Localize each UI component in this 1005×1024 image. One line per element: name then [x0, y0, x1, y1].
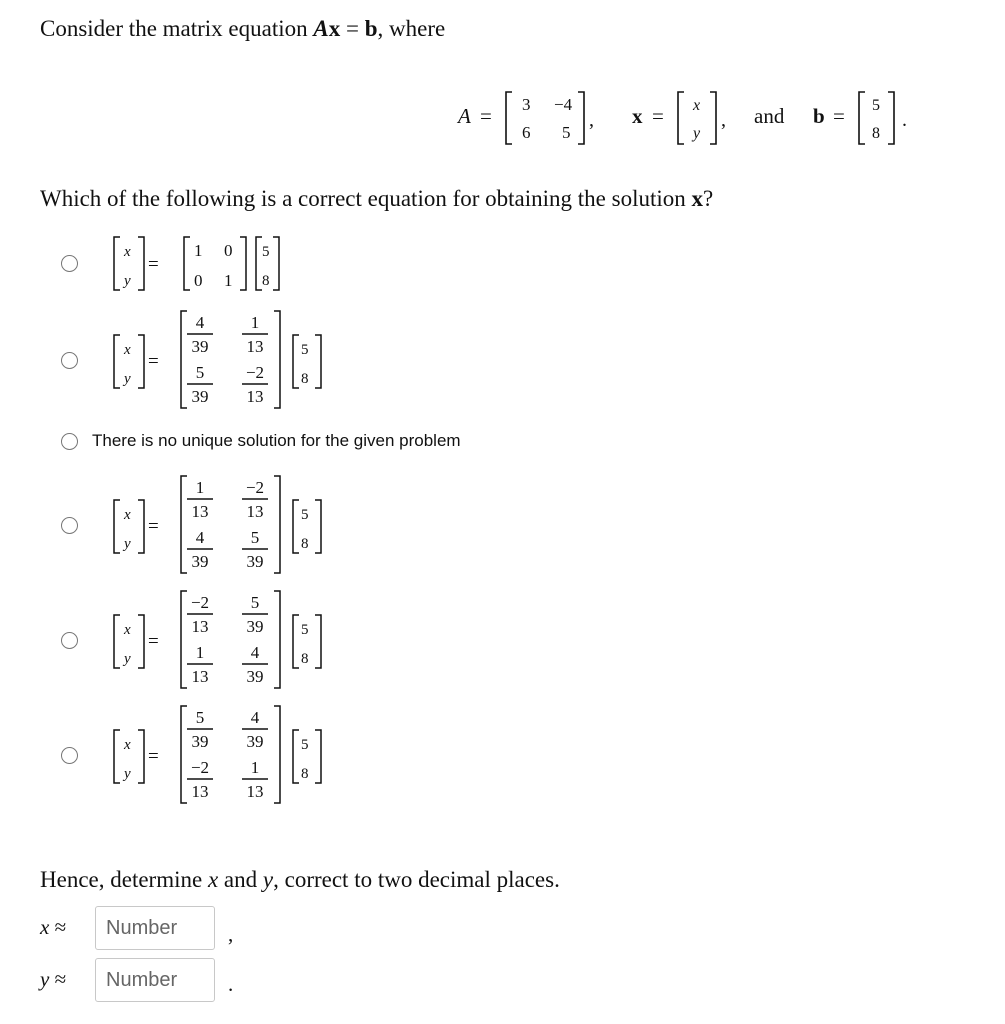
frac-num: 4 — [195, 313, 205, 332]
x-approx-label — [40, 915, 66, 940]
approx-symbol: ≈ — [54, 967, 67, 991]
frac-den: 13 — [191, 782, 209, 801]
rhs-left-bracket — [293, 615, 299, 668]
matrix-left-bracket — [181, 311, 187, 408]
rhs-cell: 8 — [262, 273, 270, 289]
answer-prompt-and: and — [223, 867, 258, 892]
rhs-left-bracket — [293, 335, 299, 388]
def-x-left-bracket — [678, 92, 684, 144]
intro-where: , where — [377, 16, 446, 41]
lhs-right-bracket — [138, 500, 144, 553]
y-label: y — [40, 967, 50, 991]
frac-den: 39 — [246, 732, 264, 751]
intro-vector-b: b — [364, 16, 378, 41]
def-b-cell: 8 — [872, 125, 880, 142]
rhs-cell: 5 — [262, 244, 270, 260]
def-b-left-bracket — [859, 92, 865, 144]
lhs-cell: y — [124, 651, 131, 667]
lhs-right-bracket — [138, 237, 144, 290]
rhs-cell: 8 — [301, 371, 309, 387]
frac-den: 13 — [246, 387, 264, 406]
frac-num: 5 — [195, 363, 205, 382]
frac-num: 1 — [195, 643, 205, 662]
def-A-right-bracket — [578, 92, 584, 144]
matrix-left-bracket — [181, 706, 187, 803]
def-comma: , — [589, 109, 594, 131]
lhs-left-bracket — [114, 615, 120, 668]
option-4-radio[interactable] — [61, 517, 78, 534]
frac-num: −2 — [190, 593, 210, 612]
rhs-left-bracket — [293, 730, 299, 783]
rhs-cell: 5 — [301, 737, 309, 753]
frac-num: 4 — [195, 528, 205, 547]
rhs-cell: 5 — [301, 507, 309, 523]
option-6-radio[interactable] — [61, 747, 78, 764]
lhs-left-bracket — [114, 730, 120, 783]
option-3-label[interactable]: There is no unique solution for the given problem — [92, 431, 461, 450]
equals-sign: = — [148, 516, 159, 537]
option-1-radio[interactable] — [61, 255, 78, 272]
frac-den: 13 — [246, 502, 264, 521]
y-trailing-period: . — [228, 972, 234, 996]
rhs-cell: 8 — [301, 536, 309, 552]
rhs-cell: 8 — [301, 651, 309, 667]
lhs-left-bracket — [114, 237, 120, 290]
frac-num: 5 — [250, 593, 260, 612]
rhs-right-bracket — [315, 500, 321, 553]
option-6-equation[interactable] — [90, 703, 350, 808]
frac-den: 39 — [191, 387, 209, 406]
option-4-equation[interactable] — [90, 473, 350, 578]
prompt-question-mark: ? — [703, 186, 714, 211]
frac-num: −2 — [190, 758, 210, 777]
option-5-radio[interactable] — [61, 632, 78, 649]
lhs-cell: x — [124, 244, 131, 260]
lhs-cell: x — [124, 737, 131, 753]
matrix-left-bracket — [181, 476, 187, 573]
lhs-cell: y — [124, 371, 131, 387]
y-approx-label — [40, 967, 66, 992]
prompt-vector-x: x — [691, 186, 704, 211]
approx-symbol: ≈ — [54, 915, 67, 939]
y-answer-input[interactable] — [95, 958, 215, 1002]
frac-num: 1 — [250, 758, 260, 777]
equals-sign: = — [148, 254, 159, 275]
matrix-right-bracket — [274, 706, 280, 803]
equals-sign: = — [148, 746, 159, 767]
frac-den: 39 — [246, 667, 264, 686]
frac-den: 39 — [191, 732, 209, 751]
frac-den: 39 — [191, 552, 209, 571]
def-A-left-bracket — [506, 92, 512, 144]
def-A-cell: −4 — [554, 95, 573, 114]
frac-num: 1 — [250, 313, 260, 332]
rhs-cell: 5 — [301, 342, 309, 358]
option-3-radio[interactable] — [61, 433, 78, 450]
def-x-label: x — [632, 104, 643, 128]
def-A-cell: 5 — [562, 123, 571, 142]
answer-prompt-tail: , correct to two decimal places. — [273, 867, 560, 892]
def-x-right-bracket — [710, 92, 716, 144]
def-A-label: A — [458, 104, 471, 128]
matrix-definitions — [450, 88, 930, 148]
question-prompt — [40, 186, 713, 212]
matrix-cell: 0 — [194, 271, 203, 290]
matrix-right-bracket — [240, 237, 246, 290]
answer-prompt — [40, 867, 560, 893]
frac-den: 39 — [246, 617, 264, 636]
matrix-right-bracket — [274, 311, 280, 408]
def-b-right-bracket — [888, 92, 894, 144]
rhs-right-bracket — [315, 335, 321, 388]
answer-prompt-y: y — [262, 867, 274, 892]
matrix-cell: 1 — [194, 241, 203, 260]
def-x-cell: x — [693, 97, 701, 114]
lhs-cell: y — [124, 766, 131, 782]
frac-num: −2 — [245, 478, 265, 497]
matrix-cell: 0 — [224, 241, 233, 260]
lhs-cell: y — [124, 273, 131, 289]
frac-den: 13 — [191, 617, 209, 636]
intro-vector-x: x — [328, 16, 341, 41]
frac-num: 5 — [195, 708, 205, 727]
rhs-cell: 8 — [301, 766, 309, 782]
def-A-cell: 6 — [522, 123, 531, 142]
def-x-equals: = — [652, 104, 664, 128]
rhs-cell: 5 — [301, 622, 309, 638]
lhs-left-bracket — [114, 335, 120, 388]
option-2-radio[interactable] — [61, 352, 78, 369]
answer-prompt-x: x — [207, 867, 219, 892]
frac-num: 5 — [250, 528, 260, 547]
frac-den: 39 — [246, 552, 264, 571]
frac-den: 13 — [246, 782, 264, 801]
def-A-cell: 3 — [522, 95, 531, 114]
x-trailing-comma: , — [228, 922, 234, 946]
option-1-equation[interactable] — [90, 234, 290, 294]
frac-den: 13 — [191, 502, 209, 521]
def-b-label: b — [813, 104, 825, 128]
frac-num: 4 — [250, 643, 260, 662]
lhs-left-bracket — [114, 500, 120, 553]
x-label: x — [40, 915, 50, 939]
def-x-cell: y — [693, 125, 701, 142]
option-2-equation[interactable] — [90, 308, 350, 413]
matrix-right-bracket — [274, 591, 280, 688]
question-intro — [40, 16, 445, 42]
intro-matrix-A: A — [313, 16, 329, 41]
matrix-cell: 1 — [224, 271, 233, 290]
frac-den: 39 — [191, 337, 209, 356]
def-period: . — [902, 109, 907, 131]
lhs-cell: x — [124, 622, 131, 638]
frac-num: 1 — [195, 478, 205, 497]
option-5-equation[interactable] — [90, 588, 350, 693]
matrix-left-bracket — [184, 237, 190, 290]
frac-num: −2 — [245, 363, 265, 382]
equals-sign: = — [148, 631, 159, 652]
def-and: and — [754, 104, 785, 128]
answer-prompt-text: Hence, determine — [40, 867, 203, 892]
prompt-text: Which of the following is a correct equation for obtaining the solution — [40, 186, 686, 211]
def-b-equals: = — [833, 104, 845, 128]
rhs-right-bracket — [273, 237, 279, 290]
rhs-right-bracket — [315, 615, 321, 668]
lhs-right-bracket — [138, 615, 144, 668]
lhs-cell: y — [124, 536, 131, 552]
frac-den: 13 — [191, 667, 209, 686]
rhs-right-bracket — [315, 730, 321, 783]
intro-equals: = — [345, 16, 359, 41]
def-A-equals: = — [480, 104, 492, 128]
def-comma: , — [721, 109, 726, 131]
intro-text: Consider the matrix equation — [40, 16, 308, 41]
def-b-cell: 5 — [872, 97, 880, 114]
matrix-left-bracket — [181, 591, 187, 688]
frac-num: 4 — [250, 708, 260, 727]
lhs-right-bracket — [138, 730, 144, 783]
lhs-cell: x — [124, 507, 131, 523]
equals-sign: = — [148, 351, 159, 372]
matrix-right-bracket — [274, 476, 280, 573]
frac-den: 13 — [246, 337, 264, 356]
x-answer-input[interactable] — [95, 906, 215, 950]
rhs-left-bracket — [293, 500, 299, 553]
lhs-right-bracket — [138, 335, 144, 388]
lhs-cell: x — [124, 342, 131, 358]
